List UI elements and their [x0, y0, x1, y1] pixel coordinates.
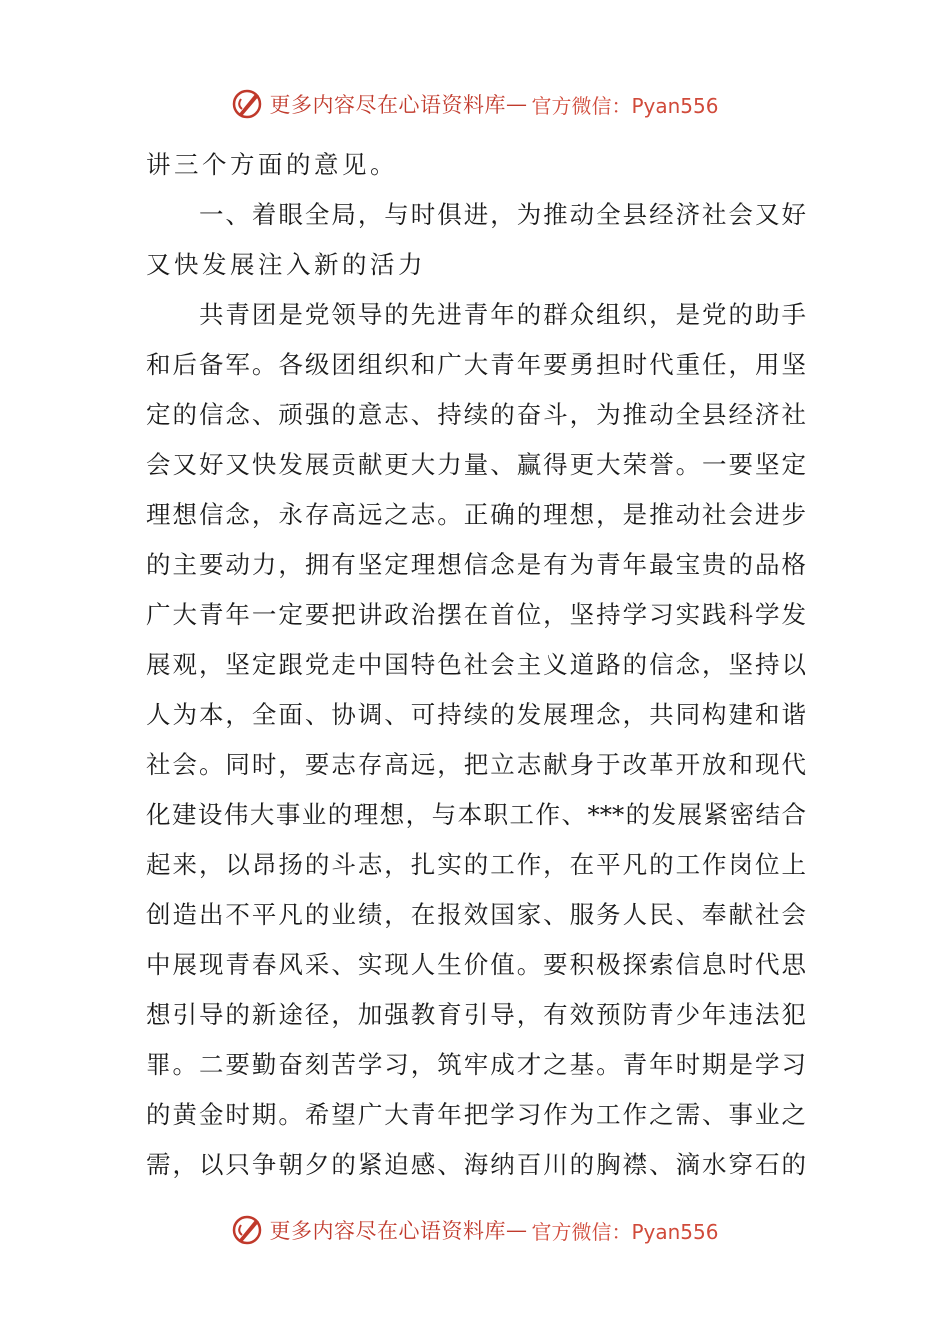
watermark-wechat-text: 官方微信：Pyan556: [531, 1219, 719, 1244]
quill-logo-icon: [231, 1213, 265, 1247]
text-line: 化建设伟大事业的理想，与本职工作、***的发展紧密结合: [146, 800, 806, 829]
watermark-dash: —: [505, 92, 528, 116]
text-line: 中展现青春风采、实现人生价值。要积极探索信息时代思: [146, 950, 806, 979]
text-line: 广大青年一定要把讲政治摆在首位，坚持学习实践科学发: [146, 600, 806, 629]
text-line: 社会。同时，要志存高远，把立志献身于改革开放和现代: [146, 750, 806, 779]
watermark-brand-text: 更多内容尽在心语资料库: [269, 93, 506, 117]
text-line: 会又好又快发展贡献更大力量、赢得更大荣誉。一要坚定: [146, 450, 806, 479]
text-line: 起来，以昂扬的斗志，扎实的工作，在平凡的工作岗位上: [146, 850, 806, 879]
text-line: 需，以只争朝夕的紧迫感、海纳百川的胸襟、滴水穿石的: [146, 1150, 806, 1179]
quill-logo-icon: [231, 87, 265, 121]
text-line: 想引导的新途径，加强教育引导，有效预防青少年违法犯: [146, 1000, 806, 1029]
text-line: 创造出不平凡的业绩，在报效国家、服务人民、奉献社会: [146, 900, 806, 929]
watermark-dash: —: [505, 1218, 528, 1242]
text-line: 又快发展注入新的活力: [146, 250, 426, 279]
header-watermark-banner: [0, 84, 950, 124]
text-line: 的黄金时期。希望广大青年把学习作为工作之需、事业之: [146, 1100, 806, 1129]
watermark-brand-text: 更多内容尽在心语资料库: [269, 1219, 506, 1243]
footer-watermark-banner: [0, 1210, 950, 1250]
text-line: 展观，坚定跟党走中国特色社会主义道路的信念，坚持以: [146, 650, 806, 679]
text-line: 一、着眼全局，与时俱进，为推动全县经济社会又好: [146, 200, 806, 229]
text-line: 讲三个方面的意见。: [146, 150, 398, 179]
text-line: 定的信念、顽强的意志、持续的奋斗，为推动全县经济社: [146, 400, 806, 429]
text-line: 的主要动力，拥有坚定理想信念是有为青年最宝贵的品格: [146, 550, 806, 579]
watermark-wechat-text: 官方微信：Pyan556: [531, 93, 719, 118]
text-line: 共青团是党领导的先进青年的群众组织，是党的助手: [146, 300, 806, 329]
text-line: 和后备军。各级团组织和广大青年要勇担时代重任，用坚: [146, 350, 806, 379]
text-line: 罪。二要勤奋刻苦学习，筑牢成才之基。青年时期是学习: [146, 1050, 806, 1079]
text-line: 人为本，全面、协调、可持续的发展理念，共同构建和谐: [146, 700, 806, 729]
text-line: 理想信念，永存高远之志。正确的理想，是推动社会进步: [146, 500, 806, 529]
document-body: [146, 140, 806, 1190]
